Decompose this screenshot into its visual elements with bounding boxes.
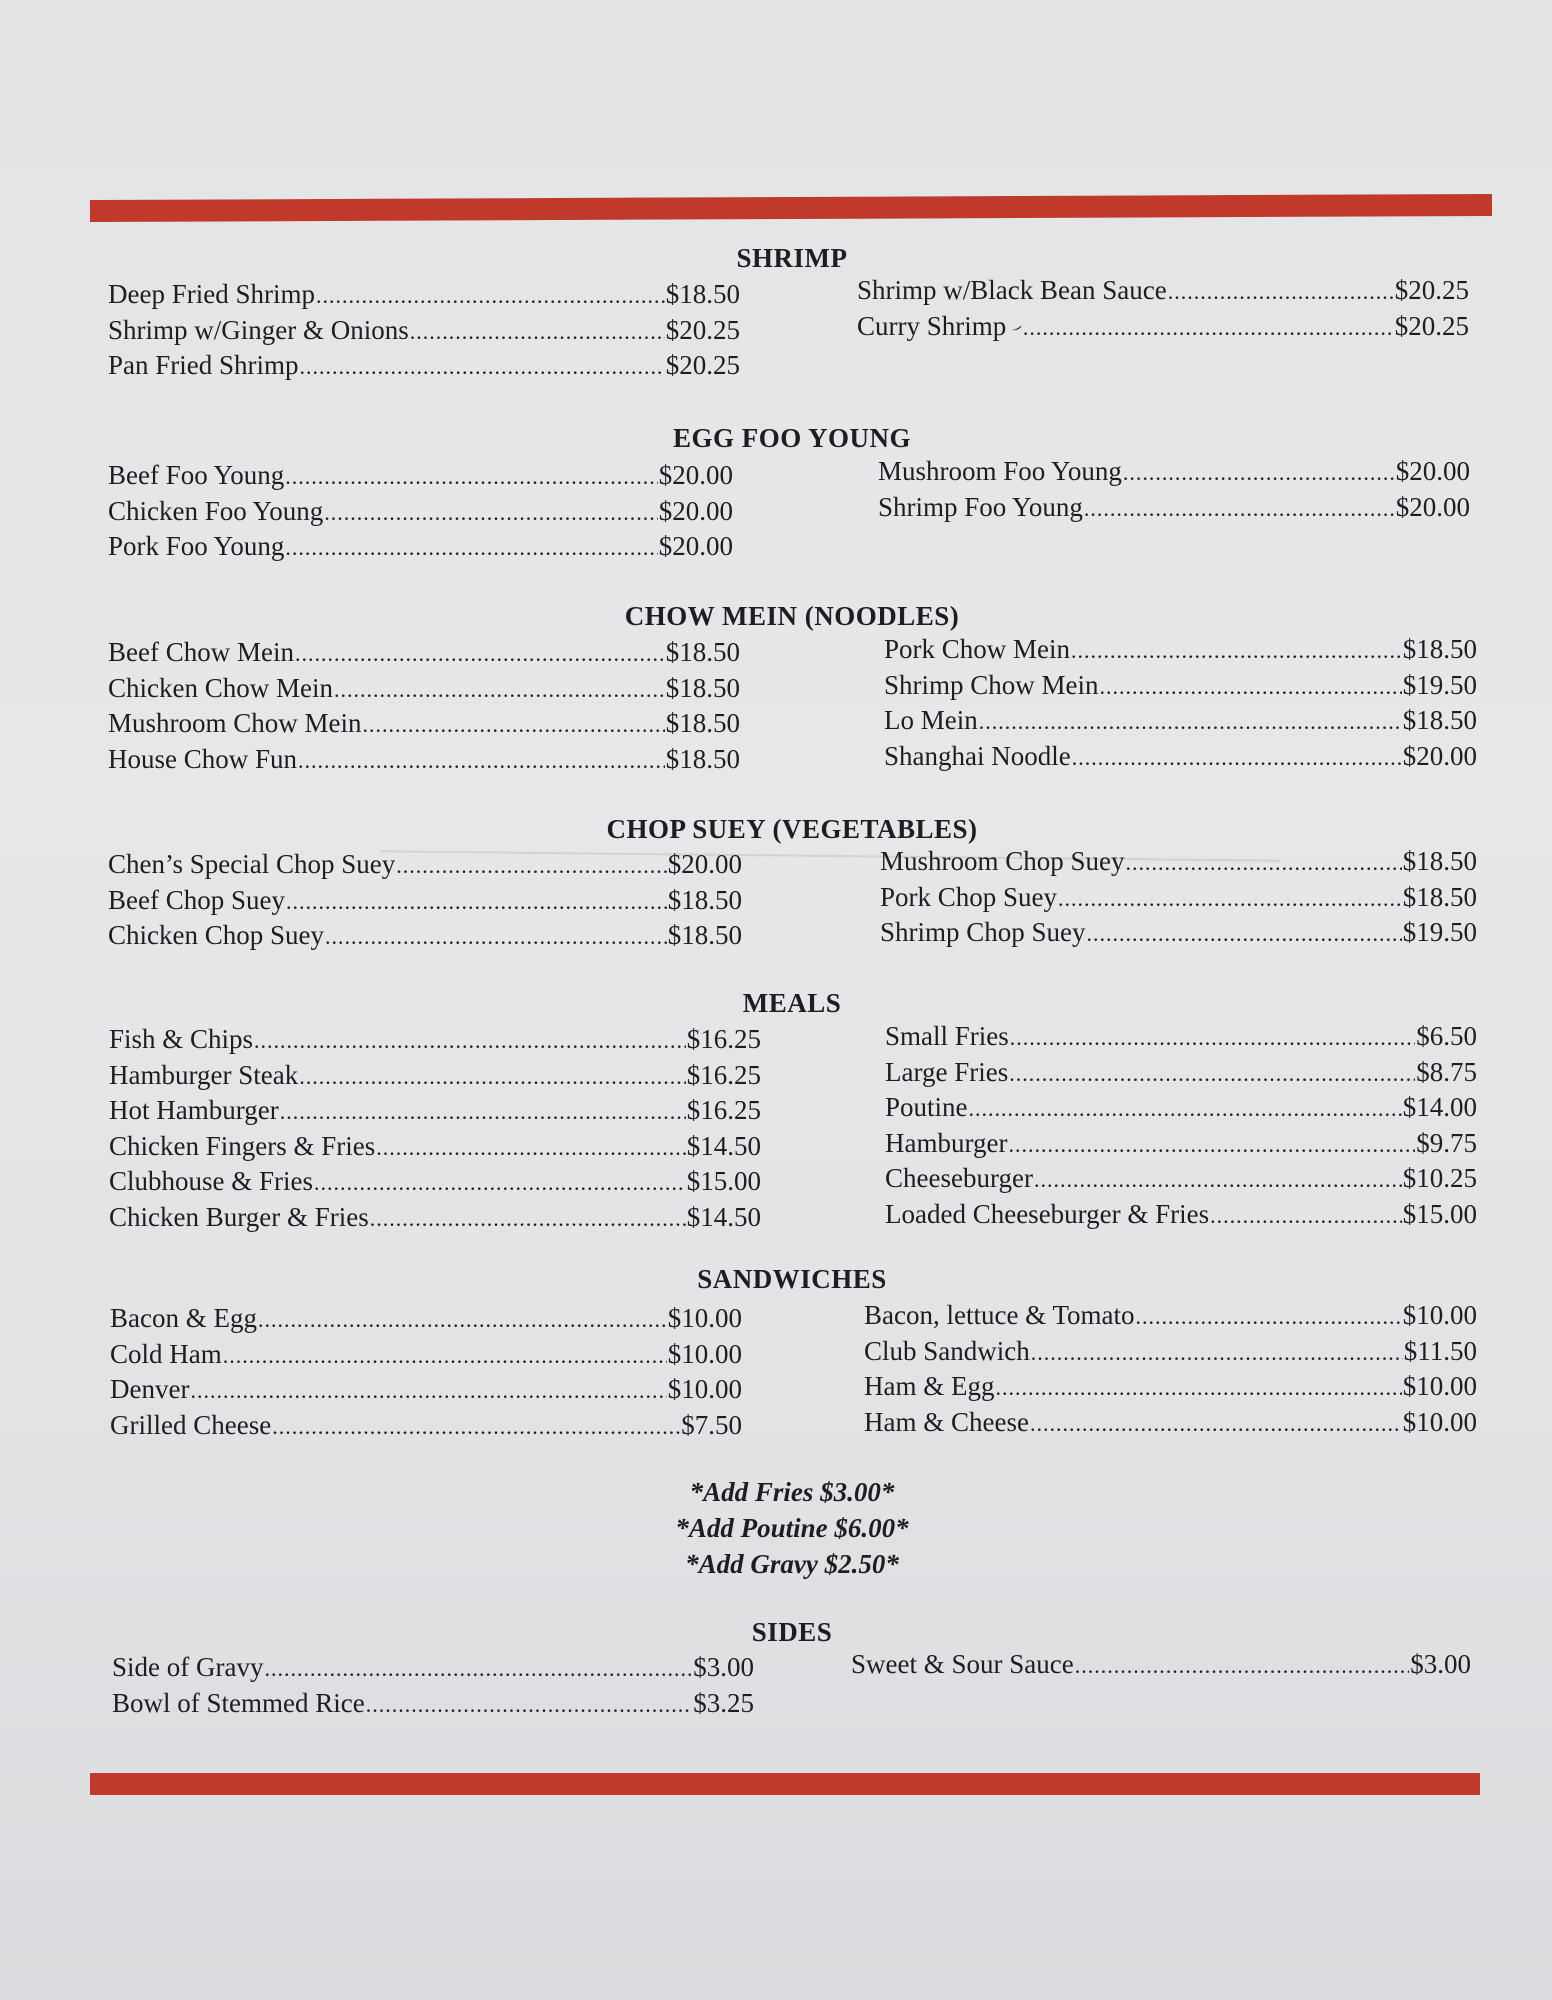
menu-item — [108, 885, 742, 921]
section-title-egg-foo-young: EGG FOO YOUNG — [672, 423, 911, 453]
item-price: $18.50 — [667, 884, 742, 915]
item-name: Bacon, lettuce & Tomato — [864, 1300, 1135, 1330]
item-name: Pork Foo Young — [108, 531, 285, 561]
item-price: $20.00 — [667, 849, 742, 879]
menu-item — [110, 1339, 742, 1375]
item-name: Pork Chow Mein — [884, 634, 1071, 664]
dot-leader — [1023, 315, 1394, 341]
item-name: Shrimp Chow Mein — [884, 669, 1099, 700]
item-name: Cheeseburger — [885, 1163, 1033, 1193]
menu-item — [108, 744, 740, 780]
item-name: Hamburger — [885, 1127, 1008, 1158]
item-name: Beef Foo Young — [108, 460, 285, 490]
menu-item — [112, 1688, 754, 1724]
dot-leader — [264, 1656, 692, 1682]
item-price: $9.75 — [1416, 1127, 1477, 1158]
item-name: Pan Fried Shrimp — [108, 350, 299, 380]
item-price: $18.50 — [665, 743, 740, 774]
chow-mein-left-column — [108, 637, 740, 779]
item-price: $10.00 — [1402, 1300, 1477, 1330]
menu-item — [109, 1131, 761, 1167]
item-name: Chicken Chop Suey — [108, 920, 324, 950]
dot-leader — [1126, 850, 1402, 876]
menu-item — [109, 1202, 761, 1238]
item-price: $20.25 — [1394, 275, 1469, 305]
item-price: $7.50 — [681, 1409, 742, 1440]
item-name: Fish & Chips — [109, 1024, 254, 1054]
item-price: $20.00 — [1395, 491, 1470, 522]
menu-item — [885, 1057, 1477, 1093]
item-price: $16.25 — [686, 1059, 761, 1090]
item-name: Hamburger Steak — [109, 1059, 299, 1090]
menu-item — [864, 1336, 1477, 1372]
menu-item — [108, 350, 740, 386]
menu-item — [109, 1060, 761, 1096]
dot-leader — [1058, 886, 1402, 912]
item-price: $19.50 — [1402, 917, 1477, 947]
item-price: $18.50 — [665, 637, 740, 667]
menu-item — [878, 492, 1470, 528]
shrimp-left-column — [108, 279, 740, 386]
item-name: Hot Hamburger — [109, 1095, 279, 1125]
dot-leader — [410, 319, 665, 345]
item-name: Chicken Foo Young — [108, 495, 324, 526]
section-title-meals: MEALS — [742, 988, 842, 1018]
item-name: Mushroom Foo Young — [878, 456, 1122, 486]
menu-item — [880, 882, 1477, 918]
menu-item — [108, 460, 733, 496]
item-name: House Chow Fun — [108, 743, 298, 774]
item-name: Shrimp Foo Young — [878, 491, 1083, 522]
dot-leader — [1010, 1025, 1415, 1051]
menu-item — [884, 705, 1477, 741]
item-name: Large Fries — [885, 1056, 1009, 1087]
dot-leader — [285, 464, 657, 490]
item-name: Shrimp Chop Suey — [880, 917, 1086, 947]
dot-leader — [979, 709, 1402, 735]
menu-item — [885, 1163, 1477, 1199]
meals-left-column — [109, 1024, 761, 1237]
menu-item — [851, 1649, 1471, 1685]
item-name: Shrimp w/Ginger & Onions — [108, 314, 409, 345]
item-price: $14.00 — [1402, 1092, 1477, 1122]
item-price: $3.00 — [1410, 1649, 1471, 1679]
menu-item — [885, 1092, 1477, 1128]
dot-leader — [280, 1099, 686, 1125]
item-name: Poutine — [885, 1092, 968, 1122]
item-name: Lo Mein — [884, 705, 978, 735]
dot-leader — [1075, 1653, 1410, 1679]
dot-leader — [1031, 1340, 1403, 1366]
addon-notes — [0, 1474, 1552, 1582]
item-name: Clubhouse & Fries — [109, 1166, 314, 1196]
menu-item — [108, 315, 740, 351]
dot-leader — [258, 1307, 667, 1333]
menu-item — [108, 496, 733, 532]
dot-leader — [1008, 1132, 1415, 1158]
item-name: Beef Chow Mein — [108, 637, 294, 667]
item-name: Loaded Cheeseburger & Fries — [885, 1198, 1210, 1229]
item-price: $10.00 — [667, 1303, 742, 1333]
dot-leader — [190, 1378, 666, 1404]
item-price: $8.75 — [1416, 1056, 1477, 1087]
shrimp-right-column — [857, 275, 1469, 346]
item-price: $14.50 — [686, 1130, 761, 1161]
item-name: Side of Gravy — [112, 1652, 264, 1682]
item-name: Bowl of Stemmed Rice — [112, 1687, 365, 1718]
item-price: $18.50 — [1402, 634, 1477, 664]
menu-item — [864, 1300, 1477, 1336]
menu-item — [884, 670, 1477, 706]
item-price: $18.50 — [1402, 846, 1477, 876]
dot-leader — [325, 924, 667, 950]
item-price: $18.50 — [1402, 705, 1477, 735]
item-price: $18.50 — [665, 708, 740, 738]
item-name: Ham & Cheese — [864, 1406, 1029, 1437]
egg-foo-young-left-column — [108, 460, 733, 567]
item-name: Shrimp w/Black Bean Sauce — [857, 275, 1167, 305]
item-price: $14.50 — [686, 1201, 761, 1232]
item-name: Chicken Chow Mein — [108, 672, 333, 703]
item-price: $10.00 — [667, 1338, 742, 1369]
section-title-chow-mein: CHOW MEIN (NOODLES) — [624, 601, 960, 631]
menu-item — [878, 456, 1470, 492]
dot-leader — [295, 641, 665, 667]
bottom-red-bar — [90, 1773, 1480, 1795]
dot-leader — [286, 889, 667, 915]
item-name: Deep Fried Shrimp — [108, 279, 315, 309]
item-price: $18.50 — [665, 279, 740, 309]
menu-item — [109, 1024, 761, 1060]
chop-suey-right-column — [880, 846, 1477, 953]
item-name: Grilled Cheese — [110, 1409, 272, 1440]
chow-mein-right-column — [884, 634, 1477, 776]
dot-leader — [316, 283, 665, 309]
item-price: $20.00 — [658, 460, 733, 490]
dot-leader — [1136, 1304, 1402, 1330]
item-name: Club Sandwich — [864, 1335, 1030, 1366]
dot-leader — [363, 712, 665, 738]
dot-leader — [1072, 745, 1402, 771]
dot-leader — [969, 1096, 1402, 1122]
dot-leader — [254, 1028, 686, 1054]
item-name: Chicken Fingers & Fries — [109, 1130, 376, 1161]
menu-item — [857, 275, 1469, 311]
dot-leader — [314, 1170, 686, 1196]
menu-item — [109, 1095, 761, 1131]
menu-item — [880, 846, 1477, 882]
section-title-sandwiches: SANDWICHES — [697, 1264, 887, 1294]
dot-leader — [1087, 921, 1402, 947]
dot-leader — [1210, 1203, 1402, 1229]
item-price: $10.00 — [1402, 1406, 1477, 1437]
menu-item — [110, 1374, 742, 1410]
dot-leader — [1123, 460, 1395, 486]
chop-suey-left-column — [108, 849, 742, 956]
dot-leader — [285, 535, 657, 561]
dot-leader — [396, 853, 667, 879]
menu-item — [108, 920, 742, 956]
sandwiches-right-column — [864, 1300, 1477, 1442]
dot-leader — [1100, 674, 1402, 700]
menu-item — [108, 531, 733, 567]
chili-pepper-icon — [1012, 321, 1022, 335]
menu-item — [110, 1303, 742, 1339]
menu-item — [108, 279, 740, 315]
dot-leader — [1084, 496, 1395, 522]
egg-foo-young-right-column — [878, 456, 1470, 527]
menu-item — [885, 1128, 1477, 1164]
addon-line: *Add Gravy $2.50* — [685, 1549, 899, 1579]
item-price: $20.25 — [665, 350, 740, 380]
item-price: $18.50 — [665, 672, 740, 703]
item-price: $20.00 — [1402, 740, 1477, 771]
menu-item — [108, 708, 740, 744]
section-title-shrimp: SHRIMP — [736, 243, 848, 273]
item-name: Beef Chop Suey — [108, 884, 285, 915]
item-name: Bacon & Egg — [110, 1303, 257, 1333]
menu-item — [884, 634, 1477, 670]
item-price: $16.25 — [686, 1024, 761, 1054]
dot-leader — [299, 1064, 686, 1090]
item-name: Denver — [110, 1374, 190, 1404]
dot-leader — [376, 1135, 686, 1161]
menu-item — [864, 1371, 1477, 1407]
item-price: $3.25 — [693, 1687, 754, 1718]
sides-left-column — [112, 1652, 754, 1723]
dot-leader — [324, 500, 657, 526]
item-price: $15.00 — [686, 1166, 761, 1196]
item-name: Ham & Egg — [864, 1371, 995, 1401]
menu-item — [885, 1199, 1477, 1235]
addon-line: *Add Fries $3.00* — [689, 1477, 895, 1507]
dot-leader — [272, 1414, 680, 1440]
dot-leader — [1009, 1061, 1415, 1087]
item-price: $20.00 — [658, 495, 733, 526]
menu-item — [110, 1410, 742, 1446]
item-price: $3.00 — [693, 1652, 754, 1682]
menu-item — [108, 637, 740, 673]
menu-item — [108, 849, 742, 885]
dot-leader — [223, 1343, 667, 1369]
section-title-chop-suey: CHOP SUEY (VEGETABLES) — [606, 814, 978, 844]
item-price: $11.50 — [1403, 1335, 1477, 1366]
dot-leader — [1071, 638, 1402, 664]
dot-leader — [1034, 1167, 1402, 1193]
item-price: $10.25 — [1402, 1163, 1477, 1193]
meals-right-column — [885, 1021, 1477, 1234]
item-name: Curry Shrimp — [857, 310, 1007, 341]
sandwiches-left-column — [110, 1303, 742, 1445]
item-price: $20.25 — [1394, 310, 1469, 341]
dot-leader — [370, 1206, 686, 1232]
item-price: $20.25 — [665, 314, 740, 345]
menu-item — [884, 741, 1477, 777]
sides-right-column — [851, 1649, 1471, 1685]
item-price: $20.00 — [1395, 456, 1470, 486]
item-price: $19.50 — [1402, 669, 1477, 700]
dot-leader — [1168, 279, 1394, 305]
item-price: $10.00 — [1402, 1371, 1477, 1401]
item-price: $20.00 — [658, 531, 733, 561]
item-name: Mushroom Chow Mein — [108, 708, 362, 738]
item-price: $18.50 — [667, 920, 742, 950]
menu-item — [112, 1652, 754, 1688]
addon-line: *Add Poutine $6.00* — [675, 1513, 909, 1543]
dot-leader — [334, 677, 665, 703]
item-name: Mushroom Chop Suey — [880, 846, 1125, 876]
item-price: $10.00 — [667, 1374, 742, 1404]
menu-item — [857, 311, 1469, 347]
item-name: Shanghai Noodle — [884, 740, 1071, 771]
dot-leader — [995, 1375, 1401, 1401]
item-name: Small Fries — [885, 1021, 1009, 1051]
dot-leader — [300, 354, 665, 380]
menu-item — [880, 917, 1477, 953]
item-price: $15.00 — [1402, 1198, 1477, 1229]
section-title-sides: SIDES — [751, 1617, 833, 1647]
item-name: Chen’s Special Chop Suey — [108, 849, 396, 879]
item-price: $16.25 — [686, 1095, 761, 1125]
dot-leader — [298, 748, 665, 774]
item-price: $18.50 — [1402, 881, 1477, 912]
item-price: $6.50 — [1416, 1021, 1477, 1051]
item-name: Sweet & Sour Sauce — [851, 1649, 1074, 1679]
dot-leader — [1030, 1411, 1402, 1437]
menu-item — [864, 1407, 1477, 1443]
menu-item — [108, 673, 740, 709]
menu-item — [109, 1166, 761, 1202]
dot-leader — [366, 1692, 693, 1718]
item-name: Pork Chop Suey — [880, 881, 1058, 912]
item-name: Chicken Burger & Fries — [109, 1201, 369, 1232]
item-name: Cold Ham — [110, 1338, 222, 1369]
menu-item — [885, 1021, 1477, 1057]
